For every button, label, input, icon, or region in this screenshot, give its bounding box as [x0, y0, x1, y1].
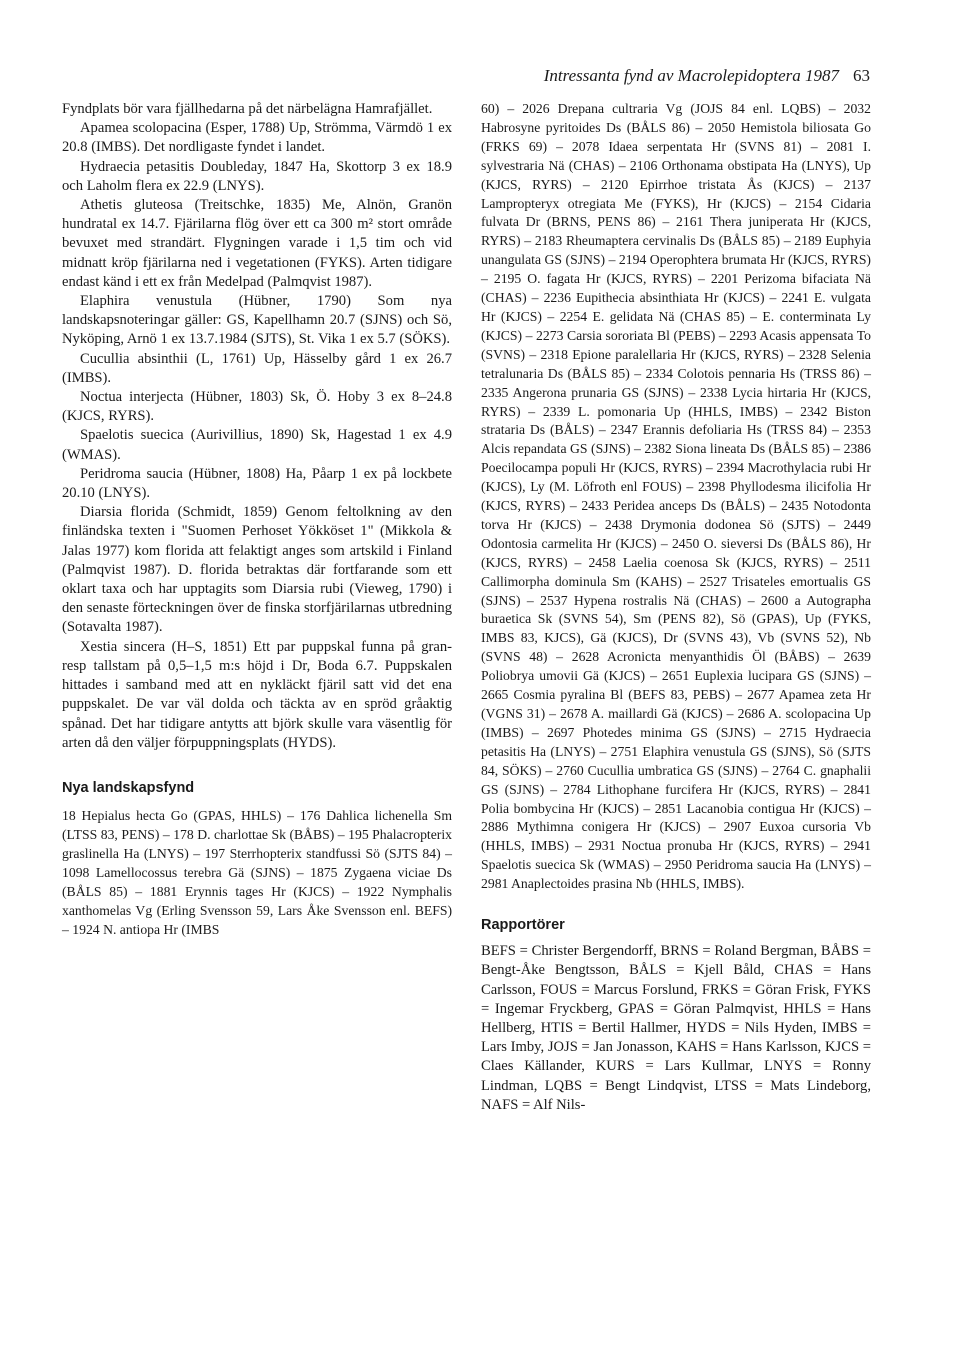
- section-heading-rapportorer: Rapportörer: [481, 917, 565, 934]
- paragraph-cucullia-absinthii: Cucullia absinthii (L, 1761) Up, Hässelby gård 1 ex 26.7 (IMBS).: [62, 350, 452, 386]
- paragraph-xestia-sincera: Xestia sincera (H–S, 1851) Ett par puppskal funna på gran- resp tallstam på 0,5–1,5 m:s höjd i Dr, Boda 6.7. Puppskalen hittades i samband med att en nykläckt fjäril satt vid det ena puppskalet. De var väl dolda och täckta av en spröd gråaktig spånad. Det har tidigare antytts att björk skulle vara väsentlig för arten då den väljer förpuppningsplats (HYDS).: [62, 638, 452, 751]
- left-column: [62, 100, 452, 939]
- section-heading-nya-landskapsfynd: Nya landskapsfynd: [62, 779, 195, 796]
- paragraph-hamrafjallet: Fyndplats bör vara fjällhedarna på det närbelägna Hamrafjället.: [62, 101, 433, 117]
- paragraph-hydraecia-petasitis: Hydraecia petasitis Doubleday, 1847 Ha, Skottorp 3 ex 18.9 och Laholm flera ex 22.9 (LNYS).: [62, 158, 452, 194]
- paragraph-nya-landskapsfynd: 18 Hepialus hecta Go (GPAS, HHLS) – 176 Dahlica lichenella Sm (LTSS 83, PENS) – 178 D. charlottae Sk (BÅBS) – 195 Phalacropterix graslinella Ha (LNYS) – 197 Sterrhopterix standfussi Sö (SJTS 84) – 1098 Lamellocossus terebra Gä (SJNS) – 1875 Zygaena viciae Ds (BÅLS 85) – 1881 Erynnis tages Hr (KJCS) – 1922 Nymphalis xanthomelas Vg (Erling Svensson 59, Lars Åke Svensson enl. BEFS) – 1924 N. antiopa Hr (IMBS: [62, 808, 452, 937]
- running-title: Intressanta fynd av Macrolepidoptera 1987: [543, 66, 839, 85]
- paragraph-elaphira-venustula: Elaphira venustula (Hübner, 1790) Som nya landskapsnoteringar gäller: GS, Kapellhamn 20.7 (SJNS) och Sö, Nyköping, Arnö 1 ex 13.7.1984 (SJTS), St. Vika 1 ex 5.7 (SÖKS).: [62, 293, 452, 348]
- page-header: [482, 66, 870, 86]
- paragraph-athetis-gluteosa: Athetis gluteosa (Treitschke, 1835) Me, Alnön, Granön hundratal ex 14.7. Fjärilarna flög över ett ca 300 m² stort område bevuxet med strandärt. Flygningen varade i 1,5 tim och vid midnatt kröp fjärilarna ned i vegetationen (FYKS). Arten tidigare endast känd i ett ex från Medelpad (Palmqvist 1987).: [62, 197, 452, 290]
- paragraph-rapportorer: BEFS = Christer Bergendorff, BRNS = Roland Bergman, BÅBS = Bengt-Åke Bengtsson, BÅLS = Kjell Båld, CHAS = Hans Carlsson, FOUS = Marcus Forslund, FRKS = Göran Frisk, FYKS = Ingemar Fryckberg, GPAS = Göran Palmqvist, HHLS = Hans Hellberg, HTIS = Bertil Hallmer, HYDS = Nils Hyden, IMBS = Lars Imby, JOJS = Jan Jonasson, KAHS = Hans Karlsson, KJCS = Claes Källander, KURS = Lars Kullmar, LNYS = Ronny Lindman, LQBS = Bengt Lindqvist, LTSS = Mats Lindeborg, NAFS = Alf Nils-: [481, 943, 871, 1113]
- paragraph-apamea-scolopacina: Apamea scolopacina (Esper, 1788) Up, Strömma, Värmdö 1 ex 20.8 (IMBS). Det nordligaste fyndet i landet.: [62, 120, 452, 156]
- right-column: [481, 100, 871, 1115]
- page-number: 63: [853, 66, 870, 85]
- paragraph-spaelotis-suecica: Spaelotis suecica (Aurivillius, 1890) Sk, Hagestad 1 ex 4.9 (WMAS).: [62, 427, 452, 463]
- paragraph-species-list: 60) – 2026 Drepana cultraria Vg (JOJS 84 enl. LQBS) – 2032 Habrosyne pyritoides Ds (BÅLS 86) – 2050 Hemistola biliosata Go (FRKS 69) – 2078 Idaea serpentata Hr (SVNS 81) – 2081 I. sylvestraria Nä (CHAS) – 2106 Orthonama obstipata Ha (LNYS), Up (KJCS, RYRS) – 2120 Epirrhoe tristata Ås (KJCS) – 2137 Lampropteryx otregiata Me (FYKS), Hr (KJCS) – 2154 Cidaria fulvata Dr (BRNS, PENS 86) – 2161 Thera juniperata Hr (KJCS, RYRS) – 2183 Rheumaptera cervinalis Ds (BÅLS 85) – 2189 Euphyia unangulata GS (SJNS) – 2194 Operophtera brumata Hr (KJCS, RYRS) – 2195 O. fagata Hr (KJCS, RYRS) – 2201 Perizoma bifaciata Nä (CHAS) – 2236 Eupithecia absinthiata Hr (KJCS) – 2241 E. vulgata Hr (KJCS) – 2254 E. gelidata Nä (CHAS 85) – E. conterminata Ly (KJCS) – 2273 Carsia sororiata Bl (PEBS) – 2293 Acasis appensata To (SVNS) – 2318 Epione paralellaria Hr (KJCS, RYRS) – 2328 Selenia tetralunaria Ds (BÅLS 85) – 2334 Colotois pennaria Hs (TRSS 86) – 2335 Angerona prunaria GS (SJNS) – 2338 Lycia hirtaria Hr (KJCS, RYRS) – 2339 L. pomonaria Up (HHLS, IMBS) – 2342 Biston strataria Ds (BÅLS) – 2347 Erannis defoliaria Hs (TRSS 84) – 2353 Alcis repandata GS (SJNS) – 2382 Siona lineata Ds (BÅLS 85) – 2386 Poecilocampa populi Hr (KJCS, RYRS) – 2394 Macrothylacia rubi Hr (KJCS), Ly (M. Löfroth enl FOUS) – 2398 Phyllodesma ilicifolia Hr (KJCS, RYRS) – 2433 Peridea anceps Ds (BÅLS) – 2435 Notodonta torva Hr (KJCS) – 2438 Drymonia dodonea Sö (SJTS) – 2449 Odontosia carmelita Hr (KJCS) – 2450 O. sieversi Ds (BÅLS 86), Hr (KJCS, RYRS) – 2458 Laelia coenosa Sk (KJCS, RYRS) – 2511 Callimorpha dominula Sm (KAHS) – 2527 Trisateles emortualis GS (SJNS) – 2537 Hypena rostralis Nä (CHAS) – 2600 a Autographa buraetica Sk (SVNS 54), Sm (PENS 82), Sö (GPAS), Up (FYKS, IMBS 83, KJCS), Gä (KJCS), Dr (SVNS 43), Vb (SVNS 52), Nb (SVNS 48) – 2628 Acronicta menyanthidis Öl (BÅBS) – 2639 Poliobrya umovii Gä (KJCS) – 2651 Euplexia lucipara GS (SJNS) – 2665 Cosmia pyralina Bl (BEFS 83, PEBS) – 2677 Apamea zeta Hr (VGNS 31) – 2678 A. maillardi Gä (KJCS) – 2686 A. scolopacina Up (IMBS) – 2697 Photedes minima GS (SJNS) – 2715 Hydraecia petasitis Ha (LNYS) – 2751 Elaphira venustula GS (SJNS), Sö (SJTS 84, SÖKS) – 2760 Cucullia umbratica GS (SJNS) – 2764 C. gnaphalii GS (SJNS) – 2784 Lithophane furcifera Hr (KJCS, RYRS) – 2841 Polia bombycina Hr (KJCS) – 2851 Lacanobia contigua Hr (KJCS) – 2886 Mythimna conigera Hr (KJCS) – 2907 Euxoa cursoria Vb (HHLS, IMBS) – 2931 Noctua pronuba Hr (KJCS, RYRS) – 2941 Spaelotis suecica Sk (WMAS) – 2950 Peridroma saucia Ha (LNYS) – 2981 Anaplectoides prasina Nb (HHLS, IMBS).: [481, 101, 871, 892]
- paragraph-noctua-interjecta: Noctua interjecta (Hübner, 1803) Sk, Ö. Hoby 3 ex 8–24.8 (KJCS, RYRS).: [62, 389, 452, 425]
- paragraph-diarsia-florida: Diarsia florida (Schmidt, 1859) Genom feltolkning av den finländska texten i "Suomen Perhoset Yökköset 1" (Mikkola & Jalas 1977) kom florida att felaktigt anges som artskild i Finland (Palmqvist 1987). D. florida betraktas där fortfarande som ett oklart taxa och har upptagits som Diarsia rubi (Vieweg, 1790) i den senaste förteckningen över de finska storfjärilarnas utbredning (Sotavalta 1987).: [62, 504, 452, 636]
- paragraph-peridroma-saucia: Peridroma saucia (Hübner, 1808) Ha, Påarp 1 ex på lockbete 20.10 (LNYS).: [62, 465, 452, 502]
